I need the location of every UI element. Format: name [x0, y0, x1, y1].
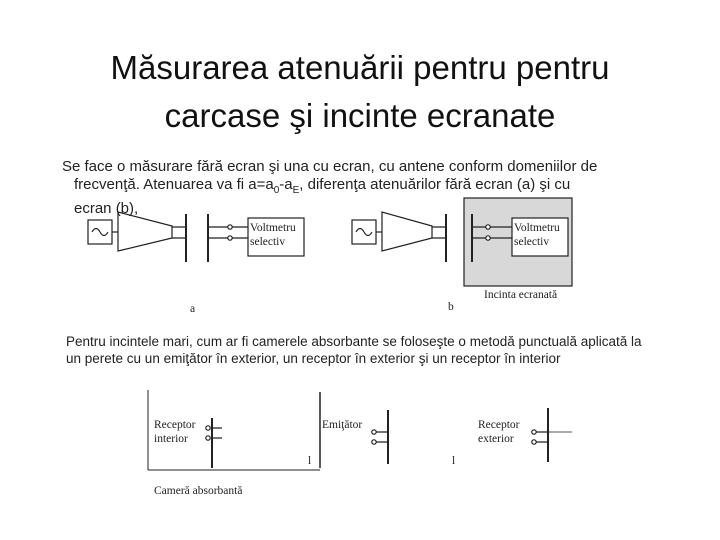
terminal-b-2 — [486, 236, 490, 240]
voltmeter-b-label-line-2: selectiv — [514, 236, 550, 248]
sine-wave-icon — [92, 229, 108, 236]
intro-line-2-part-c: , diferenţa atenuărilor fără ecran (a) şi cu — [299, 176, 571, 193]
voltmeter-a-label-line-1: Voltmetru — [250, 222, 296, 234]
receiver-exterior-label-line-1: Receptor — [478, 419, 520, 431]
voltmeter-a-label-line-2: selectiv — [250, 236, 286, 248]
receiver-interior-label-line-2: interior — [154, 433, 188, 445]
transmit-antenna-b — [382, 212, 432, 251]
intro-line-3: ecran (b), — [74, 200, 139, 217]
receive-a-feed — [208, 227, 228, 238]
sine-wave-icon — [356, 229, 372, 236]
enclosure-label: Incinta ecranată — [484, 289, 558, 301]
receiver-interior-label-line-1: Receptor — [154, 419, 196, 431]
emitter-label: Emiţător — [322, 419, 363, 431]
intro-sub-0: 0 — [273, 185, 280, 196]
receiver-interior-feed — [212, 428, 222, 438]
distance-right-label: l — [452, 455, 456, 467]
intro-line-1: Se face o măsurare fără ecran şi una cu ecran, cu antene conform domeniilor de — [62, 158, 598, 175]
antenna-b-feed — [432, 227, 446, 238]
emitter-feed — [376, 432, 388, 442]
intro-sub-e: E — [292, 185, 300, 196]
setup-a-label: a — [190, 303, 196, 315]
voltmeter-b-label-line-1: Voltmetru — [514, 222, 560, 234]
receiver-exterior-feed — [536, 432, 548, 442]
transmit-antenna-a — [118, 212, 172, 251]
emitter-terminal-1 — [372, 430, 376, 434]
method-line-1: Pentru incintele mari, cum ar fi camerele absorbante se foloseşte o metodă punctuală aplicată la — [66, 334, 642, 349]
terminal-b-1 — [486, 225, 490, 229]
intro-line-2-part-a: frecvenţă. Atenuarea va fi a=a — [74, 176, 274, 193]
title-line-1: Măsurarea atenuării pentru pentru — [110, 49, 610, 86]
receiver-interior-terminal-2 — [206, 436, 210, 440]
terminal-a-1 — [228, 225, 232, 229]
intro-line-2-part-b: -a — [279, 176, 293, 193]
voltmeter-a-leads — [232, 227, 248, 238]
receiver-exterior-label-line-2: exterior — [478, 433, 514, 445]
title-line-2: carcase şi incinte ecranate — [164, 97, 556, 134]
terminal-a-2 — [228, 236, 232, 240]
distance-left-label: l — [308, 455, 312, 467]
setup-b-label: b — [448, 301, 454, 313]
method-line-2: un perete cu un emiţător în exterior, un receptor în exterior şi un receptor în interior — [66, 351, 561, 366]
emitter-terminal-2 — [372, 440, 376, 444]
chamber-label: Cameră absorbantă — [154, 485, 243, 497]
receiver-exterior-terminal-2 — [532, 440, 536, 444]
antenna-a-feed — [172, 227, 186, 238]
receiver-interior-terminal-1 — [206, 426, 210, 430]
receiver-exterior-terminal-1 — [532, 430, 536, 434]
